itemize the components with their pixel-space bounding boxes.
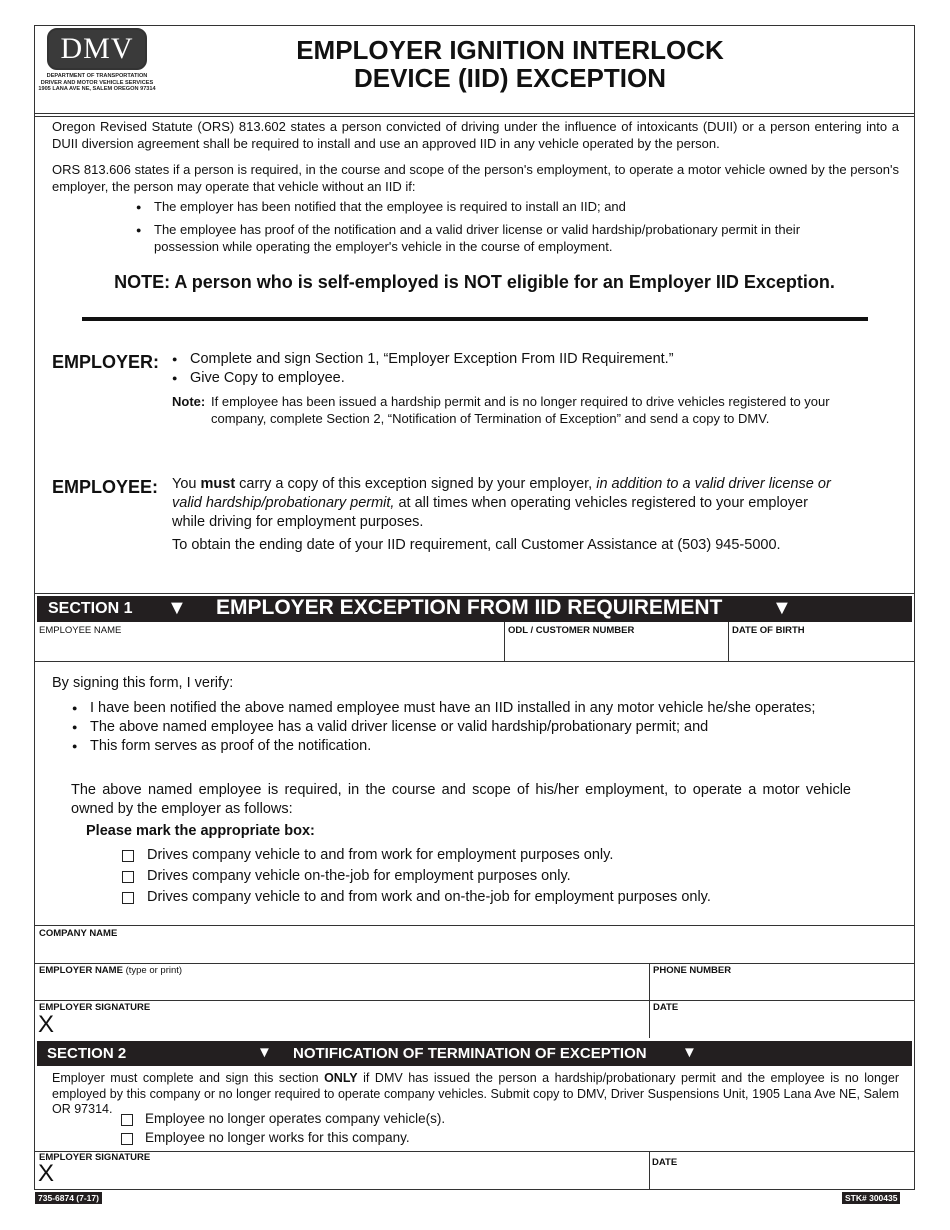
termination-option-2-label: Employee no longer works for this company.	[145, 1130, 410, 1145]
section2-label: SECTION 2	[47, 1045, 127, 1062]
stock-number: STK# 300435	[842, 1192, 900, 1204]
header-divider	[34, 113, 915, 114]
odl-divider	[504, 622, 505, 662]
odl-input[interactable]	[508, 637, 724, 659]
section1-arrow-right: ▼	[772, 597, 792, 619]
intro-bullet-2: ● The employee has proof of the notification and a valid driver license or valid hardship/probationary permit in their possession while operating the employer's vehicle in the course of employment.	[136, 222, 844, 255]
agency-line-3: 1905 LANA AVE NE, SALEM OREGON 97314	[38, 86, 156, 92]
verify-intro: By signing this form, I verify:	[52, 675, 234, 691]
company-name-input[interactable]	[39, 940, 909, 960]
form-number: 735-6874 (7-17)	[35, 1192, 102, 1204]
section2-fields-divider	[649, 1151, 650, 1190]
verify-bullet-1: ● I have been notified the above named employee must have an IID installed in any motor vehicle he/she operates;	[72, 699, 910, 718]
intro-paragraph-2: ORS 813.606 states if a person is required, in the course and scope of the person's employment, to operate a motor vehicle owned by the person's employer, the person may operate that vehicle without an IID if:	[52, 162, 899, 194]
section2-text-a: Employer must complete and sign this section	[52, 1071, 325, 1085]
employee-text-italic: in addition to a valid driver license or valid hardship/probationary permit,	[172, 476, 831, 511]
employee-phone-text: To obtain the ending date of your IID requirement, call Customer Assistance at (503) 945-5000.	[172, 537, 781, 553]
option-1-label: Drives company vehicle to and from work for employment purposes only.	[147, 847, 614, 863]
date-input[interactable]	[653, 1014, 909, 1036]
section1-top-line	[34, 593, 915, 594]
intro-paragraph-1: Oregon Revised Statute (ORS) 813.602 states a person convicted of driving under the influence of intoxicants (DUII) or a person entering into a DUII diversion agreement shall be required to install and use an approved IID in any vehicle operated by the person.	[52, 119, 899, 151]
termination-option-2-checkbox[interactable]	[121, 1133, 133, 1145]
employee-text-must: must	[200, 476, 236, 492]
signature-top-line	[34, 1000, 915, 1001]
employer-label: EMPLOYER:	[52, 352, 160, 372]
required-text: The above named employee is required, in the course and scope of his/her employment, to operate a motor vehicle owned by the employer as follows:	[71, 782, 851, 817]
section2-arrow-right: ▼	[682, 1044, 697, 1061]
section2-arrow-left: ▼	[257, 1044, 272, 1061]
header-divider-2	[34, 116, 915, 117]
logo-text: DMV	[60, 32, 134, 65]
dob-input[interactable]	[732, 637, 910, 659]
employer-bullet-1: ● Complete and sign Section 1, “Employer Exception From IID Requirement.”	[172, 350, 890, 369]
termination-option-1-label: Employee no longer operates company vehicle(s).	[145, 1111, 446, 1126]
thick-divider	[82, 317, 868, 321]
section2-signature-x-mark: X	[38, 1160, 55, 1187]
section2-text-c: if DMV has issued the person a hardship/probationary permit and the employee is no longer employed by this company or no longer required to operate company vehicles. Submit copy to DMV, Driver Suspensions Unit, 1905 Lana Ave NE, Salem OR 97314.	[52, 1071, 899, 1116]
termination-option-1-checkbox[interactable]	[121, 1114, 133, 1126]
phone-label: PHONE NUMBER	[653, 965, 732, 976]
employer-note-body: If employee has been issued a hardship permit and is no longer required to drive vehicles registered to your company, complete Section 2, “Notification of Termination of Exception” and send a copy to DMV.	[211, 394, 830, 426]
section2-date-label: DATE	[652, 1157, 678, 1168]
employer-note-label: Note:	[172, 394, 206, 409]
employee-label: EMPLOYEE:	[52, 477, 159, 497]
title-line-2: DEVICE (IID) EXCEPTION	[353, 63, 667, 93]
form-title	[200, 36, 820, 92]
section1-arrow-left: ▼	[167, 597, 187, 619]
employee-text-e: at all times when operating vehicles registered to your employer while driving for employment purposes.	[172, 495, 808, 530]
employer-signature-input[interactable]	[64, 1014, 644, 1036]
employer-name-label-text: EMPLOYER NAME	[39, 965, 123, 976]
employee-name-input[interactable]	[39, 637, 501, 659]
employer-name-label	[39, 965, 182, 976]
section2-signature-top-line	[34, 1151, 915, 1152]
section2-text-only: ONLY	[324, 1071, 358, 1085]
section1-title: EMPLOYER EXCEPTION FROM IID REQUIREMENT	[216, 596, 723, 619]
dmv-badge	[47, 28, 147, 70]
employer-signature-label: EMPLOYER SIGNATURE	[39, 1002, 151, 1013]
employee-text	[172, 475, 832, 532]
company-top-line	[34, 925, 915, 926]
employer-name-top-line	[34, 963, 915, 964]
odl-label: ODL / CUSTOMER NUMBER	[508, 625, 635, 636]
date-label: DATE	[653, 1002, 679, 1013]
section2-title: NOTIFICATION OF TERMINATION OF EXCEPTION	[293, 1045, 647, 1062]
agency-address	[38, 73, 156, 93]
section2-signature-label: EMPLOYER SIGNATURE	[39, 1152, 151, 1163]
verify-bullet-2: ● The above named employee has a valid driver license or valid hardship/probationary permit; and	[72, 718, 910, 737]
section1-label: SECTION 1	[48, 600, 133, 617]
employer-name-hint: (type or print)	[122, 965, 183, 976]
section1-bar	[37, 596, 912, 622]
agency-line-1: DEPARTMENT OF TRANSPORTATION	[46, 73, 148, 79]
company-name-label: COMPANY NAME	[39, 928, 118, 939]
employee-text-c: carry a copy of this exception signed by your employer,	[235, 476, 597, 492]
option-3-checkbox[interactable]	[122, 892, 134, 904]
dob-label: DATE OF BIRTH	[732, 625, 805, 636]
dmv-logo	[38, 28, 156, 100]
intro-bullet-1: ● The employer has been notified that the employee is required to install an IID; and	[136, 199, 854, 216]
agency-line-2: DRIVER AND MOTOR VEHICLE SERVICES	[40, 79, 154, 86]
employer-bullet-2: ● Give Copy to employee.	[172, 369, 890, 388]
title-line-1: EMPLOYER IGNITION INTERLOCK	[296, 35, 724, 65]
option-3-label: Drives company vehicle to and from work and on-the-job for employment purposes only.	[147, 889, 711, 905]
mark-box-instruction: Please mark the appropriate box:	[86, 823, 315, 839]
section2-bar	[37, 1041, 912, 1066]
verify-bullet-3: ● This form serves as proof of the notification.	[72, 737, 910, 756]
employer-note-text	[211, 394, 836, 427]
option-1-checkbox[interactable]	[122, 850, 134, 862]
section1-fields-bottom	[34, 661, 915, 662]
dob-divider	[728, 622, 729, 662]
employer-name-input[interactable]	[39, 977, 645, 997]
self-employed-note: NOTE: A person who is self-employed is NOT eligible for an Employer IID Exception.	[114, 272, 835, 292]
signature-x-mark: X	[38, 1011, 55, 1038]
section2-signature-input[interactable]	[64, 1163, 644, 1187]
option-2-label: Drives company vehicle on-the-job for employment purposes only.	[147, 868, 571, 884]
employee-text-a: You	[172, 476, 201, 492]
option-2-checkbox[interactable]	[122, 871, 134, 883]
employee-name-label: EMPLOYEE NAME	[39, 625, 122, 636]
phone-input[interactable]	[653, 977, 909, 997]
section2-date-input[interactable]	[652, 1169, 910, 1187]
